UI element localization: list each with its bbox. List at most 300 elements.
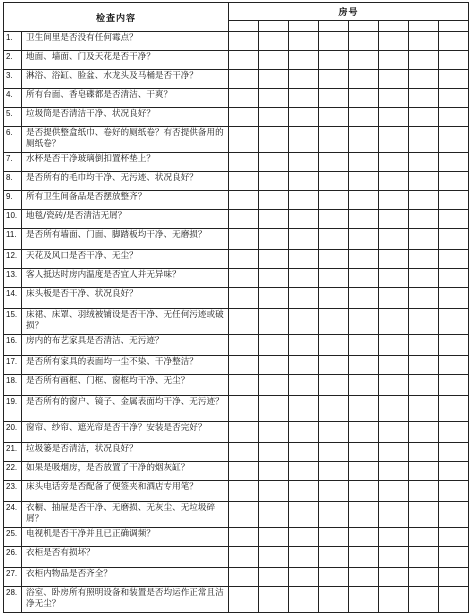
checklist-row	[4, 462, 469, 481]
item-text: 垃圾篓是否清洁，状况良好？	[22, 443, 229, 462]
checklist-row	[4, 153, 469, 172]
room-check-cell[interactable]	[319, 568, 349, 587]
checklist-row	[4, 547, 469, 568]
room-check-cell[interactable]	[379, 547, 409, 568]
room-check-cell[interactable]	[439, 153, 469, 172]
room-check-cell[interactable]	[259, 108, 289, 127]
room-check-cell[interactable]	[319, 288, 349, 309]
room-check-cell[interactable]	[349, 250, 379, 269]
room-check-cell[interactable]	[439, 127, 469, 153]
checklist-row	[4, 356, 469, 375]
room-check-cell[interactable]	[229, 172, 259, 191]
item-number: 1.	[4, 32, 22, 51]
item-number: 16.	[4, 335, 22, 356]
room-check-cell[interactable]	[289, 335, 319, 356]
item-number: 25.	[4, 528, 22, 547]
room-check-cell[interactable]	[289, 481, 319, 502]
room-check-cell[interactable]	[229, 396, 259, 422]
item-text: 房内的布艺家具是否清洁、无污迹？	[22, 335, 229, 356]
item-number: 8.	[4, 172, 22, 191]
item-text: 床裙、床罩、羽绒被铺设是否干净、无任何污迹或破损？	[22, 309, 229, 335]
item-number: 5.	[4, 108, 22, 127]
room-check-cell[interactable]	[439, 462, 469, 481]
checklist-row	[4, 502, 469, 528]
room-check-cell[interactable]	[229, 422, 259, 443]
room-check-cell[interactable]	[409, 269, 439, 288]
room-check-cell[interactable]	[259, 356, 289, 375]
room-check-cell[interactable]	[409, 568, 439, 587]
room-check-cell[interactable]	[439, 356, 469, 375]
room-check-cell[interactable]	[409, 422, 439, 443]
room-check-cell[interactable]	[439, 568, 469, 587]
room-check-cell[interactable]	[409, 502, 439, 528]
room-check-cell[interactable]	[409, 356, 439, 375]
room-check-cell[interactable]	[319, 356, 349, 375]
room-check-cell[interactable]	[319, 396, 349, 422]
content-header: 检查内容	[4, 3, 229, 32]
item-number: 14.	[4, 288, 22, 309]
room-check-cell[interactable]	[289, 127, 319, 153]
room-check-cell[interactable]	[379, 356, 409, 375]
room-check-cell[interactable]	[409, 153, 439, 172]
room-check-cell[interactable]	[289, 269, 319, 288]
room-check-cell[interactable]	[379, 108, 409, 127]
checklist-row	[4, 172, 469, 191]
item-number: 4.	[4, 89, 22, 108]
room-check-cell[interactable]	[229, 502, 259, 528]
room-check-cell[interactable]	[229, 229, 259, 250]
room-check-cell[interactable]	[409, 528, 439, 547]
room-check-cell[interactable]	[259, 443, 289, 462]
room-check-cell[interactable]	[259, 172, 289, 191]
item-text: 衣橱、抽屉是否干净、无磨损、无灰尘、无垃圾碎屑？	[22, 502, 229, 528]
room-check-cell[interactable]	[259, 153, 289, 172]
room-check-cell[interactable]	[439, 375, 469, 396]
item-number: 6.	[4, 127, 22, 153]
room-check-cell[interactable]	[409, 70, 439, 89]
room-check-cell[interactable]	[229, 547, 259, 568]
room-check-cell[interactable]	[229, 568, 259, 587]
room-check-cell[interactable]	[289, 502, 319, 528]
room-check-cell[interactable]	[319, 70, 349, 89]
room-check-cell[interactable]	[349, 153, 379, 172]
item-text: 如果是吸烟房，是否放置了干净的烟灰缸？	[22, 462, 229, 481]
room-check-cell[interactable]	[289, 250, 319, 269]
room-check-cell[interactable]	[439, 32, 469, 51]
item-text: 天花及风口是否干净、无尘？	[22, 250, 229, 269]
room-check-cell[interactable]	[289, 587, 319, 613]
room-check-cell[interactable]	[379, 481, 409, 502]
item-number: 26.	[4, 547, 22, 568]
room-check-cell[interactable]	[229, 210, 259, 229]
room-check-cell[interactable]	[289, 375, 319, 396]
room-check-cell[interactable]	[349, 462, 379, 481]
room-check-cell[interactable]	[379, 422, 409, 443]
room-header-cell[interactable]	[349, 21, 379, 32]
room-check-cell[interactable]	[349, 229, 379, 250]
room-check-cell[interactable]	[259, 191, 289, 210]
item-number: 17.	[4, 356, 22, 375]
room-check-cell[interactable]	[229, 462, 259, 481]
room-check-cell[interactable]	[289, 108, 319, 127]
room-check-cell[interactable]	[379, 288, 409, 309]
room-check-cell[interactable]	[289, 89, 319, 108]
room-check-cell[interactable]	[439, 547, 469, 568]
room-check-cell[interactable]	[439, 443, 469, 462]
checklist-row	[4, 32, 469, 51]
room-check-cell[interactable]	[289, 191, 319, 210]
item-text: 所有台面、香皂碟都是否清洁、干爽？	[22, 89, 229, 108]
room-check-cell[interactable]	[439, 172, 469, 191]
room-check-cell[interactable]	[229, 309, 259, 335]
room-check-cell[interactable]	[229, 288, 259, 309]
room-check-cell[interactable]	[409, 32, 439, 51]
item-number: 27.	[4, 568, 22, 587]
room-check-cell[interactable]	[259, 210, 289, 229]
room-check-cell[interactable]	[409, 210, 439, 229]
room-check-cell[interactable]	[439, 229, 469, 250]
item-number: 15.	[4, 309, 22, 335]
room-check-cell[interactable]	[289, 443, 319, 462]
room-check-cell[interactable]	[259, 288, 289, 309]
room-check-cell[interactable]	[349, 422, 379, 443]
room-check-cell[interactable]	[289, 210, 319, 229]
room-check-cell[interactable]	[259, 229, 289, 250]
room-check-cell[interactable]	[319, 375, 349, 396]
checklist-row	[4, 70, 469, 89]
room-header-cell[interactable]	[229, 21, 259, 32]
room-check-cell[interactable]	[259, 335, 289, 356]
room-check-cell[interactable]	[289, 309, 319, 335]
room-check-cell[interactable]	[349, 396, 379, 422]
room-check-cell[interactable]	[319, 210, 349, 229]
room-check-cell[interactable]	[439, 502, 469, 528]
room-check-cell[interactable]	[379, 462, 409, 481]
room-check-cell[interactable]	[289, 396, 319, 422]
room-check-cell[interactable]	[319, 443, 349, 462]
room-check-cell[interactable]	[379, 191, 409, 210]
room-check-cell[interactable]	[229, 70, 259, 89]
room-check-cell[interactable]	[289, 528, 319, 547]
room-check-cell[interactable]	[379, 153, 409, 172]
room-check-cell[interactable]	[259, 309, 289, 335]
room-check-cell[interactable]	[439, 288, 469, 309]
room-check-cell[interactable]	[439, 51, 469, 70]
room-check-cell[interactable]	[409, 51, 439, 70]
room-check-cell[interactable]	[439, 422, 469, 443]
room-check-cell[interactable]	[319, 481, 349, 502]
room-check-cell[interactable]	[319, 309, 349, 335]
room-check-cell[interactable]	[409, 396, 439, 422]
room-check-cell[interactable]	[349, 210, 379, 229]
room-check-cell[interactable]	[379, 51, 409, 70]
room-check-cell[interactable]	[319, 502, 349, 528]
room-check-cell[interactable]	[379, 502, 409, 528]
room-check-cell[interactable]	[319, 547, 349, 568]
room-check-cell[interactable]	[259, 481, 289, 502]
room-check-cell[interactable]	[349, 288, 379, 309]
room-check-cell[interactable]	[319, 108, 349, 127]
item-text: 垃圾筒是否清洁干净、状况良好？	[22, 108, 229, 127]
room-check-cell[interactable]	[409, 229, 439, 250]
room-check-cell[interactable]	[259, 70, 289, 89]
item-text: 浴室、卧房所有照明设备和装置是否均运作正常且洁净无尘？	[22, 587, 229, 613]
item-number: 13.	[4, 269, 22, 288]
room-check-cell[interactable]	[259, 502, 289, 528]
room-check-cell[interactable]	[349, 89, 379, 108]
room-check-cell[interactable]	[229, 89, 259, 108]
room-check-cell[interactable]	[439, 481, 469, 502]
room-check-cell[interactable]	[439, 191, 469, 210]
room-check-cell[interactable]	[229, 108, 259, 127]
room-check-cell[interactable]	[289, 32, 319, 51]
item-text: 床头电话旁是否配备了便签夹和酒店专用笔？	[22, 481, 229, 502]
room-check-cell[interactable]	[229, 127, 259, 153]
room-check-cell[interactable]	[379, 269, 409, 288]
checklist-row	[4, 375, 469, 396]
item-text: 衣柜内物品是否齐全？	[22, 568, 229, 587]
room-check-cell[interactable]	[319, 51, 349, 70]
room-check-cell[interactable]	[409, 127, 439, 153]
room-check-cell[interactable]	[289, 462, 319, 481]
checklist-row	[4, 250, 469, 269]
room-header-cell[interactable]	[409, 21, 439, 32]
room-check-cell[interactable]	[409, 462, 439, 481]
room-check-cell[interactable]	[319, 335, 349, 356]
item-text: 窗帘、纱帘、遮光帘是否干净？安装是否完好？	[22, 422, 229, 443]
room-check-cell[interactable]	[229, 335, 259, 356]
checklist-row	[4, 422, 469, 443]
room-check-cell[interactable]	[379, 568, 409, 587]
item-text: 是否所有的窗户、镜子、金属表面均干净、无污迹？	[22, 396, 229, 422]
room-check-cell[interactable]	[259, 462, 289, 481]
item-text: 客人抵达时房内温度是否宜人并无异味？	[22, 269, 229, 288]
room-check-cell[interactable]	[289, 229, 319, 250]
room-check-cell[interactable]	[229, 356, 259, 375]
room-check-cell[interactable]	[439, 70, 469, 89]
room-check-cell[interactable]	[409, 172, 439, 191]
room-check-cell[interactable]	[349, 356, 379, 375]
room-check-cell[interactable]	[229, 587, 259, 613]
item-text: 是否所有墙面、门面、脚踏板均干净、无磨损？	[22, 229, 229, 250]
checklist-row	[4, 89, 469, 108]
room-check-cell[interactable]	[379, 70, 409, 89]
room-check-cell[interactable]	[349, 309, 379, 335]
room-check-cell[interactable]	[229, 528, 259, 547]
room-check-cell[interactable]	[409, 309, 439, 335]
room-check-cell[interactable]	[229, 32, 259, 51]
room-check-cell[interactable]	[319, 172, 349, 191]
room-check-cell[interactable]	[409, 335, 439, 356]
room-header-cell[interactable]	[259, 21, 289, 32]
checklist-row	[4, 51, 469, 70]
room-check-cell[interactable]	[349, 127, 379, 153]
room-check-cell[interactable]	[229, 51, 259, 70]
room-check-cell[interactable]	[349, 547, 379, 568]
room-check-cell[interactable]	[229, 443, 259, 462]
room-check-cell[interactable]	[319, 89, 349, 108]
item-text: 是否所有画框、门框、窗框均干净、无尘？	[22, 375, 229, 396]
room-check-cell[interactable]	[229, 250, 259, 269]
room-number-header: 房号	[229, 3, 469, 21]
room-check-cell[interactable]	[409, 587, 439, 613]
checklist-row	[4, 229, 469, 250]
room-check-cell[interactable]	[319, 528, 349, 547]
checklist-row	[4, 568, 469, 587]
room-check-cell[interactable]	[229, 375, 259, 396]
room-check-cell[interactable]	[439, 89, 469, 108]
room-check-cell[interactable]	[289, 153, 319, 172]
room-check-cell[interactable]	[409, 108, 439, 127]
room-check-cell[interactable]	[409, 375, 439, 396]
room-check-cell[interactable]	[379, 396, 409, 422]
room-header-cell[interactable]	[379, 21, 409, 32]
room-check-cell[interactable]	[439, 269, 469, 288]
item-text: 卫生间里是否没有任何霉点？	[22, 32, 229, 51]
item-number: 28.	[4, 587, 22, 613]
checklist-row	[4, 443, 469, 462]
checklist-row	[4, 269, 469, 288]
room-header-cell[interactable]	[439, 21, 469, 32]
room-check-cell[interactable]	[259, 568, 289, 587]
room-header-cell[interactable]	[319, 21, 349, 32]
room-check-cell[interactable]	[289, 70, 319, 89]
room-check-cell[interactable]	[259, 127, 289, 153]
room-check-cell[interactable]	[259, 528, 289, 547]
room-check-cell[interactable]	[229, 269, 259, 288]
room-check-cell[interactable]	[379, 443, 409, 462]
room-check-cell[interactable]	[349, 70, 379, 89]
room-check-cell[interactable]	[289, 547, 319, 568]
room-check-cell[interactable]	[349, 568, 379, 587]
item-text: 淋浴、浴缸、脸盆、水龙头及马桶是否干净？	[22, 70, 229, 89]
item-number: 19.	[4, 396, 22, 422]
room-check-cell[interactable]	[379, 587, 409, 613]
room-check-cell[interactable]	[379, 335, 409, 356]
checklist-row	[4, 528, 469, 547]
room-check-cell[interactable]	[319, 229, 349, 250]
item-text: 电视机是否干净并且已正确调频？	[22, 528, 229, 547]
room-check-cell[interactable]	[439, 335, 469, 356]
item-text: 地毯/瓷砖/是否清洁无屑？	[22, 210, 229, 229]
room-check-cell[interactable]	[259, 422, 289, 443]
room-check-cell[interactable]	[379, 375, 409, 396]
room-check-cell[interactable]	[439, 587, 469, 613]
room-check-cell[interactable]	[349, 172, 379, 191]
room-check-cell[interactable]	[349, 502, 379, 528]
room-header-cell[interactable]	[289, 21, 319, 32]
room-check-cell[interactable]	[319, 191, 349, 210]
room-check-cell[interactable]	[229, 153, 259, 172]
room-check-cell[interactable]	[319, 269, 349, 288]
room-check-cell[interactable]	[409, 250, 439, 269]
room-check-cell[interactable]	[289, 422, 319, 443]
checklist-row	[4, 335, 469, 356]
checklist-row	[4, 210, 469, 229]
room-check-cell[interactable]	[379, 127, 409, 153]
item-text: 所有卫生间备品是否摆放整齐？	[22, 191, 229, 210]
room-check-cell[interactable]	[319, 422, 349, 443]
room-check-cell[interactable]	[439, 108, 469, 127]
room-check-cell[interactable]	[349, 51, 379, 70]
room-check-cell[interactable]	[409, 288, 439, 309]
room-check-cell[interactable]	[259, 375, 289, 396]
room-check-cell[interactable]	[409, 443, 439, 462]
room-check-cell[interactable]	[319, 250, 349, 269]
room-check-cell[interactable]	[259, 51, 289, 70]
room-check-cell[interactable]	[259, 32, 289, 51]
item-number: 11.	[4, 229, 22, 250]
room-check-cell[interactable]	[289, 172, 319, 191]
room-check-cell[interactable]	[439, 528, 469, 547]
room-check-cell[interactable]	[349, 108, 379, 127]
room-check-cell[interactable]	[439, 210, 469, 229]
room-check-cell[interactable]	[349, 528, 379, 547]
room-check-cell[interactable]	[289, 568, 319, 587]
room-check-cell[interactable]	[259, 396, 289, 422]
room-check-cell[interactable]	[409, 191, 439, 210]
inspection-checklist-table	[3, 2, 469, 613]
room-check-cell[interactable]	[379, 528, 409, 547]
room-check-cell[interactable]	[349, 443, 379, 462]
room-check-cell[interactable]	[229, 481, 259, 502]
room-check-cell[interactable]	[259, 547, 289, 568]
room-check-cell[interactable]	[289, 51, 319, 70]
item-text: 是否所有家具的表面均一尘不染、干净整洁？	[22, 356, 229, 375]
item-number: 23.	[4, 481, 22, 502]
room-check-cell[interactable]	[349, 587, 379, 613]
room-check-cell[interactable]	[439, 396, 469, 422]
room-check-cell[interactable]	[319, 127, 349, 153]
room-check-cell[interactable]	[319, 587, 349, 613]
room-check-cell[interactable]	[379, 210, 409, 229]
room-check-cell[interactable]	[319, 462, 349, 481]
room-check-cell[interactable]	[259, 587, 289, 613]
item-number: 21.	[4, 443, 22, 462]
room-check-cell[interactable]	[259, 89, 289, 108]
room-check-cell[interactable]	[349, 191, 379, 210]
item-number: 9.	[4, 191, 22, 210]
room-check-cell[interactable]	[289, 356, 319, 375]
room-check-cell[interactable]	[409, 89, 439, 108]
room-check-cell[interactable]	[439, 309, 469, 335]
room-check-cell[interactable]	[349, 32, 379, 51]
room-check-cell[interactable]	[379, 172, 409, 191]
room-check-cell[interactable]	[349, 335, 379, 356]
room-check-cell[interactable]	[349, 481, 379, 502]
room-check-cell[interactable]	[229, 191, 259, 210]
room-check-cell[interactable]	[409, 547, 439, 568]
room-check-cell[interactable]	[379, 32, 409, 51]
room-check-cell[interactable]	[319, 153, 349, 172]
checklist-row	[4, 191, 469, 210]
room-check-cell[interactable]	[379, 229, 409, 250]
room-check-cell[interactable]	[379, 309, 409, 335]
checklist-row	[4, 396, 469, 422]
room-check-cell[interactable]	[349, 375, 379, 396]
room-check-cell[interactable]	[409, 481, 439, 502]
room-check-cell[interactable]	[259, 250, 289, 269]
room-check-cell[interactable]	[379, 250, 409, 269]
room-check-cell[interactable]	[349, 269, 379, 288]
room-check-cell[interactable]	[319, 32, 349, 51]
item-number: 2.	[4, 51, 22, 70]
room-check-cell[interactable]	[379, 89, 409, 108]
header-row	[4, 3, 469, 21]
room-check-cell[interactable]	[289, 288, 319, 309]
room-check-cell[interactable]	[259, 269, 289, 288]
room-check-cell[interactable]	[439, 250, 469, 269]
